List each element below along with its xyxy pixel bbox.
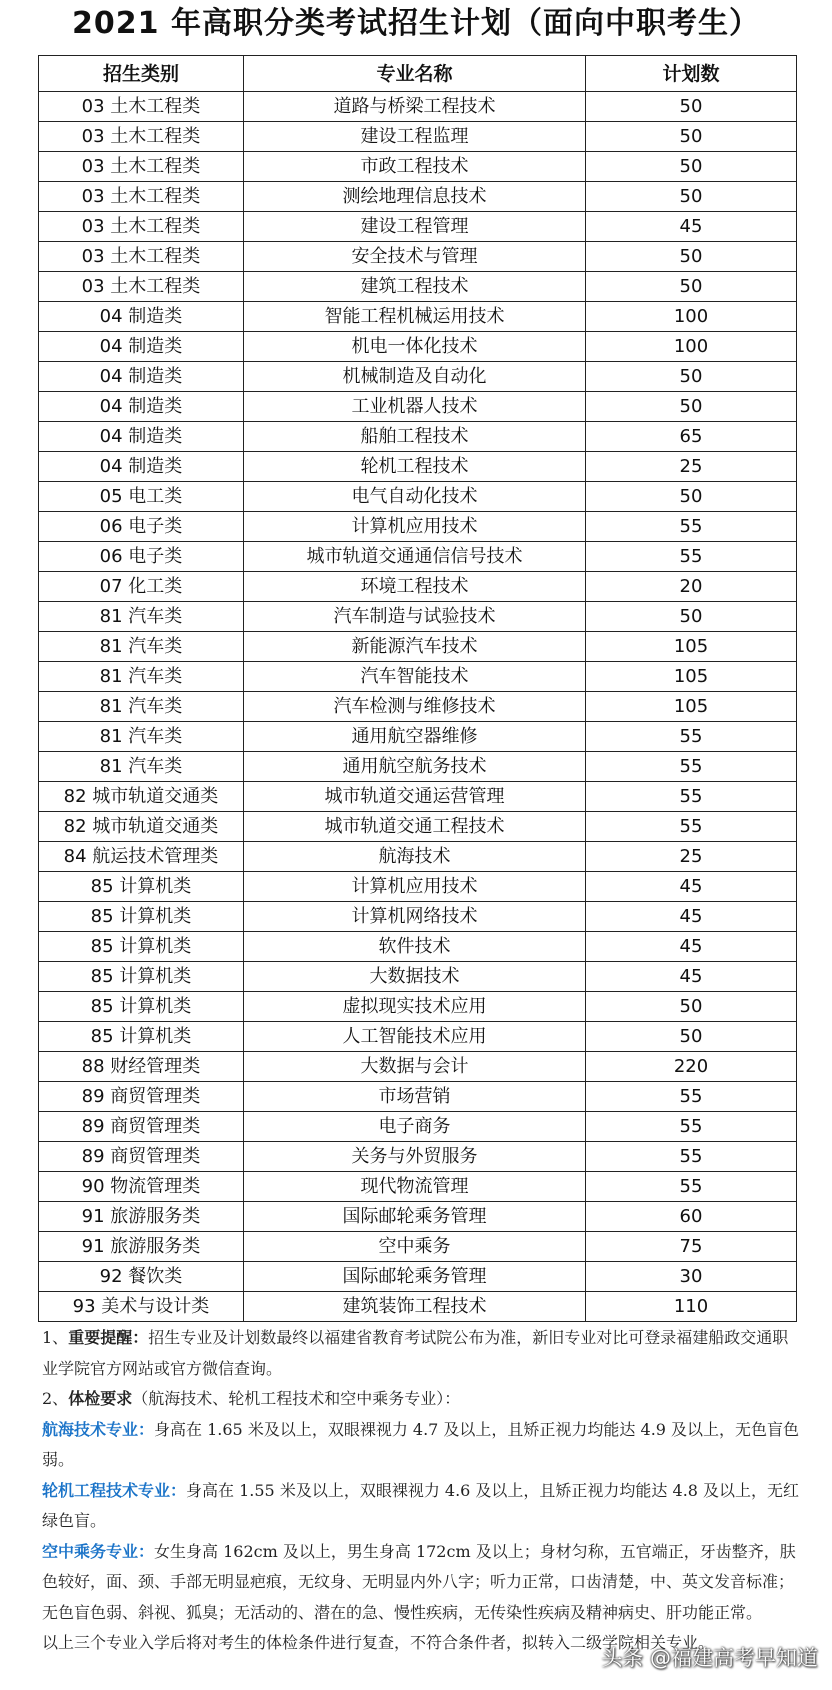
cell-category: 04 制造类 — [39, 422, 244, 452]
table-row — [39, 512, 797, 542]
cell-category: 03 土木工程类 — [39, 212, 244, 242]
cell-major: 建设工程管理 — [244, 212, 586, 242]
table-row — [39, 452, 797, 482]
table-header-row — [39, 56, 797, 92]
cell-category: 04 制造类 — [39, 332, 244, 362]
cell-major: 计算机应用技术 — [244, 872, 586, 902]
cell-major: 工业机器人技术 — [244, 392, 586, 422]
cell-quota: 25 — [586, 842, 797, 872]
cell-category: 82 城市轨道交通类 — [39, 782, 244, 812]
cell-quota: 65 — [586, 422, 797, 452]
cell-category: 91 旅游服务类 — [39, 1232, 244, 1262]
note-physical-exam — [42, 1384, 802, 1415]
table-row — [39, 1232, 797, 1262]
table-row — [39, 692, 797, 722]
table-row — [39, 542, 797, 572]
cell-major: 环境工程技术 — [244, 572, 586, 602]
cell-quota: 75 — [586, 1232, 797, 1262]
page-title: 2021 年高职分类考试招生计划（面向中职考生） — [72, 6, 760, 41]
cell-category: 90 物流管理类 — [39, 1172, 244, 1202]
requirement-flight-attendant — [42, 1537, 802, 1629]
requirement-marine-engineering — [42, 1476, 802, 1537]
table-row — [39, 272, 797, 302]
cell-quota: 45 — [586, 932, 797, 962]
table-row — [39, 932, 797, 962]
cell-quota: 45 — [586, 872, 797, 902]
table-row — [39, 812, 797, 842]
note-number: 1、 — [42, 1328, 69, 1347]
cell-quota: 110 — [586, 1292, 797, 1322]
cell-quota: 50 — [586, 602, 797, 632]
table-row — [39, 572, 797, 602]
cell-major: 汽车制造与试验技术 — [244, 602, 586, 632]
cell-quota: 50 — [586, 392, 797, 422]
cell-category: 88 财经管理类 — [39, 1052, 244, 1082]
cell-quota: 105 — [586, 692, 797, 722]
note-number: 2、 — [42, 1389, 69, 1408]
cell-quota: 55 — [586, 1112, 797, 1142]
cell-major: 新能源汽车技术 — [244, 632, 586, 662]
cell-quota: 50 — [586, 152, 797, 182]
requirement-text: 身高在 1.65 米及以上，双眼裸视力 4.7 及以上，且矫正视力均能达 4.9 及以上，无色盲色弱。 — [42, 1419, 800, 1469]
closing-note: 以上三个专业入学后将对考生的体检条件进行复查，不符合条件者，拟转入二级学院相关专业。 — [42, 1633, 715, 1652]
cell-quota: 45 — [586, 212, 797, 242]
requirement-label: 轮机工程技术专业： — [42, 1480, 187, 1500]
cell-category: 89 商贸管理类 — [39, 1142, 244, 1172]
note-label: 体检要求 — [68, 1389, 133, 1408]
cell-major: 人工智能技术应用 — [244, 1022, 586, 1052]
cell-quota: 220 — [586, 1052, 797, 1082]
cell-quota: 55 — [586, 542, 797, 572]
table-row — [39, 1112, 797, 1142]
cell-category: 06 电子类 — [39, 542, 244, 572]
cell-category: 82 城市轨道交通类 — [39, 812, 244, 842]
cell-quota: 50 — [586, 1022, 797, 1052]
cell-category: 89 商贸管理类 — [39, 1112, 244, 1142]
table-row — [39, 1082, 797, 1112]
cell-major: 虚拟现实技术应用 — [244, 992, 586, 1022]
cell-major: 安全技术与管理 — [244, 242, 586, 272]
table-row — [39, 362, 797, 392]
requirement-label: 空中乘务专业： — [42, 1541, 155, 1561]
cell-major: 建设工程监理 — [244, 122, 586, 152]
cell-major: 测绘地理信息技术 — [244, 182, 586, 212]
table-row — [39, 212, 797, 242]
cell-major: 现代物流管理 — [244, 1172, 586, 1202]
cell-quota: 50 — [586, 242, 797, 272]
table-row — [39, 962, 797, 992]
cell-quota: 45 — [586, 962, 797, 992]
cell-category: 03 土木工程类 — [39, 272, 244, 302]
cell-category: 93 美术与设计类 — [39, 1292, 244, 1322]
cell-quota: 55 — [586, 1082, 797, 1112]
cell-major: 关务与外贸服务 — [244, 1142, 586, 1172]
cell-major: 软件技术 — [244, 932, 586, 962]
cell-quota: 55 — [586, 722, 797, 752]
cell-major: 城市轨道交通运营管理 — [244, 782, 586, 812]
cell-category: 03 土木工程类 — [39, 242, 244, 272]
cell-quota: 105 — [586, 662, 797, 692]
cell-major: 智能工程机械运用技术 — [244, 302, 586, 332]
table-row — [39, 992, 797, 1022]
table-row — [39, 602, 797, 632]
cell-major: 汽车智能技术 — [244, 662, 586, 692]
cell-quota: 55 — [586, 512, 797, 542]
cell-category: 04 制造类 — [39, 362, 244, 392]
cell-major: 城市轨道交通通信信号技术 — [244, 542, 586, 572]
cell-quota: 30 — [586, 1262, 797, 1292]
cell-category: 05 电工类 — [39, 482, 244, 512]
table-row — [39, 1142, 797, 1172]
cell-quota: 60 — [586, 1202, 797, 1232]
cell-category: 81 汽车类 — [39, 752, 244, 782]
cell-quota: 105 — [586, 632, 797, 662]
cell-quota: 100 — [586, 332, 797, 362]
cell-category: 07 化工类 — [39, 572, 244, 602]
cell-major: 市场营销 — [244, 1082, 586, 1112]
requirement-label: 航海技术专业： — [42, 1419, 155, 1439]
cell-quota: 100 — [586, 302, 797, 332]
requirement-text: 女生身高 162cm 及以上，男生身高 172cm 及以上；身材匀称，五官端正，牙齿整齐，肤色较好，面、颈、手部无明显疤痕，无纹身、无明显内外八字；听力正常，口齿清楚，中、英文发音标准；无色盲色弱、斜视、狐臭；无活动的、潜在的急、慢性疾病，无传染性疾病及精神病史、肝功能正常。 — [42, 1541, 796, 1622]
cell-category: 03 土木工程类 — [39, 92, 244, 122]
cell-major: 空中乘务 — [244, 1232, 586, 1262]
table-row — [39, 1202, 797, 1232]
table-row — [39, 182, 797, 212]
requirement-navigation — [42, 1415, 802, 1476]
note-important — [42, 1323, 802, 1384]
header-quota: 计划数 — [586, 56, 797, 92]
cell-quota: 55 — [586, 752, 797, 782]
table-row — [39, 392, 797, 422]
table-row — [39, 332, 797, 362]
table-row — [39, 1262, 797, 1292]
cell-major: 城市轨道交通工程技术 — [244, 812, 586, 842]
table-row — [39, 92, 797, 122]
table-row — [39, 1052, 797, 1082]
cell-category: 85 计算机类 — [39, 902, 244, 932]
cell-quota: 55 — [586, 812, 797, 842]
cell-major: 大数据技术 — [244, 962, 586, 992]
cell-quota: 50 — [586, 272, 797, 302]
cell-quota: 55 — [586, 1142, 797, 1172]
table-row — [39, 242, 797, 272]
cell-category: 81 汽车类 — [39, 722, 244, 752]
cell-quota: 55 — [586, 1172, 797, 1202]
cell-category: 84 航运技术管理类 — [39, 842, 244, 872]
table-row — [39, 902, 797, 932]
table-row — [39, 1292, 797, 1322]
cell-category: 91 旅游服务类 — [39, 1202, 244, 1232]
cell-category: 92 餐饮类 — [39, 1262, 244, 1292]
cell-category: 04 制造类 — [39, 392, 244, 422]
cell-category: 85 计算机类 — [39, 872, 244, 902]
cell-major: 电子商务 — [244, 1112, 586, 1142]
table-row — [39, 722, 797, 752]
table-row — [39, 422, 797, 452]
cell-category: 85 计算机类 — [39, 1022, 244, 1052]
cell-category: 85 计算机类 — [39, 962, 244, 992]
cell-quota: 20 — [586, 572, 797, 602]
cell-category: 81 汽车类 — [39, 692, 244, 722]
cell-category: 85 计算机类 — [39, 992, 244, 1022]
header-category: 招生类别 — [39, 56, 244, 92]
cell-quota: 45 — [586, 902, 797, 932]
table-row — [39, 782, 797, 812]
watermark: 头条 @福建高考早知道 — [601, 1646, 818, 1670]
table-row — [39, 1172, 797, 1202]
table-row — [39, 152, 797, 182]
cell-major: 汽车检测与维修技术 — [244, 692, 586, 722]
cell-quota: 50 — [586, 92, 797, 122]
cell-major: 电气自动化技术 — [244, 482, 586, 512]
cell-major: 通用航空航务技术 — [244, 752, 586, 782]
cell-category: 03 土木工程类 — [39, 152, 244, 182]
cell-category: 04 制造类 — [39, 452, 244, 482]
cell-major: 建筑装饰工程技术 — [244, 1292, 586, 1322]
header-major: 专业名称 — [244, 56, 586, 92]
cell-quota: 50 — [586, 182, 797, 212]
cell-category: 85 计算机类 — [39, 932, 244, 962]
cell-category: 03 土木工程类 — [39, 182, 244, 212]
cell-major: 轮机工程技术 — [244, 452, 586, 482]
table-row — [39, 662, 797, 692]
table-row — [39, 752, 797, 782]
table-row — [39, 632, 797, 662]
cell-quota: 50 — [586, 122, 797, 152]
table-row — [39, 302, 797, 332]
cell-major: 道路与桥梁工程技术 — [244, 92, 586, 122]
cell-category: 89 商贸管理类 — [39, 1082, 244, 1112]
table-row — [39, 872, 797, 902]
notes-section — [42, 1323, 802, 1659]
note-label: 重要提醒： — [68, 1328, 149, 1347]
cell-quota: 50 — [586, 362, 797, 392]
cell-quota: 50 — [586, 992, 797, 1022]
cell-major: 机械制造及自动化 — [244, 362, 586, 392]
table-row — [39, 482, 797, 512]
cell-major: 大数据与会计 — [244, 1052, 586, 1082]
cell-category: 81 汽车类 — [39, 662, 244, 692]
note-text: 招生专业及计划数最终以福建省教育考试院公布为准，新旧专业对比可登录福建船政交通职业学院官方网站或官方微信查询。 — [42, 1328, 789, 1378]
table-row — [39, 122, 797, 152]
cell-major: 建筑工程技术 — [244, 272, 586, 302]
cell-quota: 50 — [586, 482, 797, 512]
cell-category: 03 土木工程类 — [39, 122, 244, 152]
cell-major: 市政工程技术 — [244, 152, 586, 182]
cell-category: 81 汽车类 — [39, 632, 244, 662]
enrollment-plan-table — [38, 55, 797, 1322]
cell-quota: 55 — [586, 782, 797, 812]
cell-quota: 25 — [586, 452, 797, 482]
note-text: （航海技术、轮机工程技术和空中乘务专业）： — [132, 1389, 461, 1408]
cell-category: 04 制造类 — [39, 302, 244, 332]
cell-major: 计算机网络技术 — [244, 902, 586, 932]
cell-major: 国际邮轮乘务管理 — [244, 1202, 586, 1232]
cell-major: 国际邮轮乘务管理 — [244, 1262, 586, 1292]
cell-major: 航海技术 — [244, 842, 586, 872]
cell-major: 通用航空器维修 — [244, 722, 586, 752]
table-row — [39, 842, 797, 872]
cell-category: 06 电子类 — [39, 512, 244, 542]
cell-major: 船舶工程技术 — [244, 422, 586, 452]
requirement-text: 身高在 1.55 米及以上，双眼裸视力 4.6 及以上，且矫正视力均能达 4.8 及以上，无红绿色盲。 — [42, 1480, 800, 1530]
cell-major: 计算机应用技术 — [244, 512, 586, 542]
cell-major: 机电一体化技术 — [244, 332, 586, 362]
table-row — [39, 1022, 797, 1052]
cell-category: 81 汽车类 — [39, 602, 244, 632]
